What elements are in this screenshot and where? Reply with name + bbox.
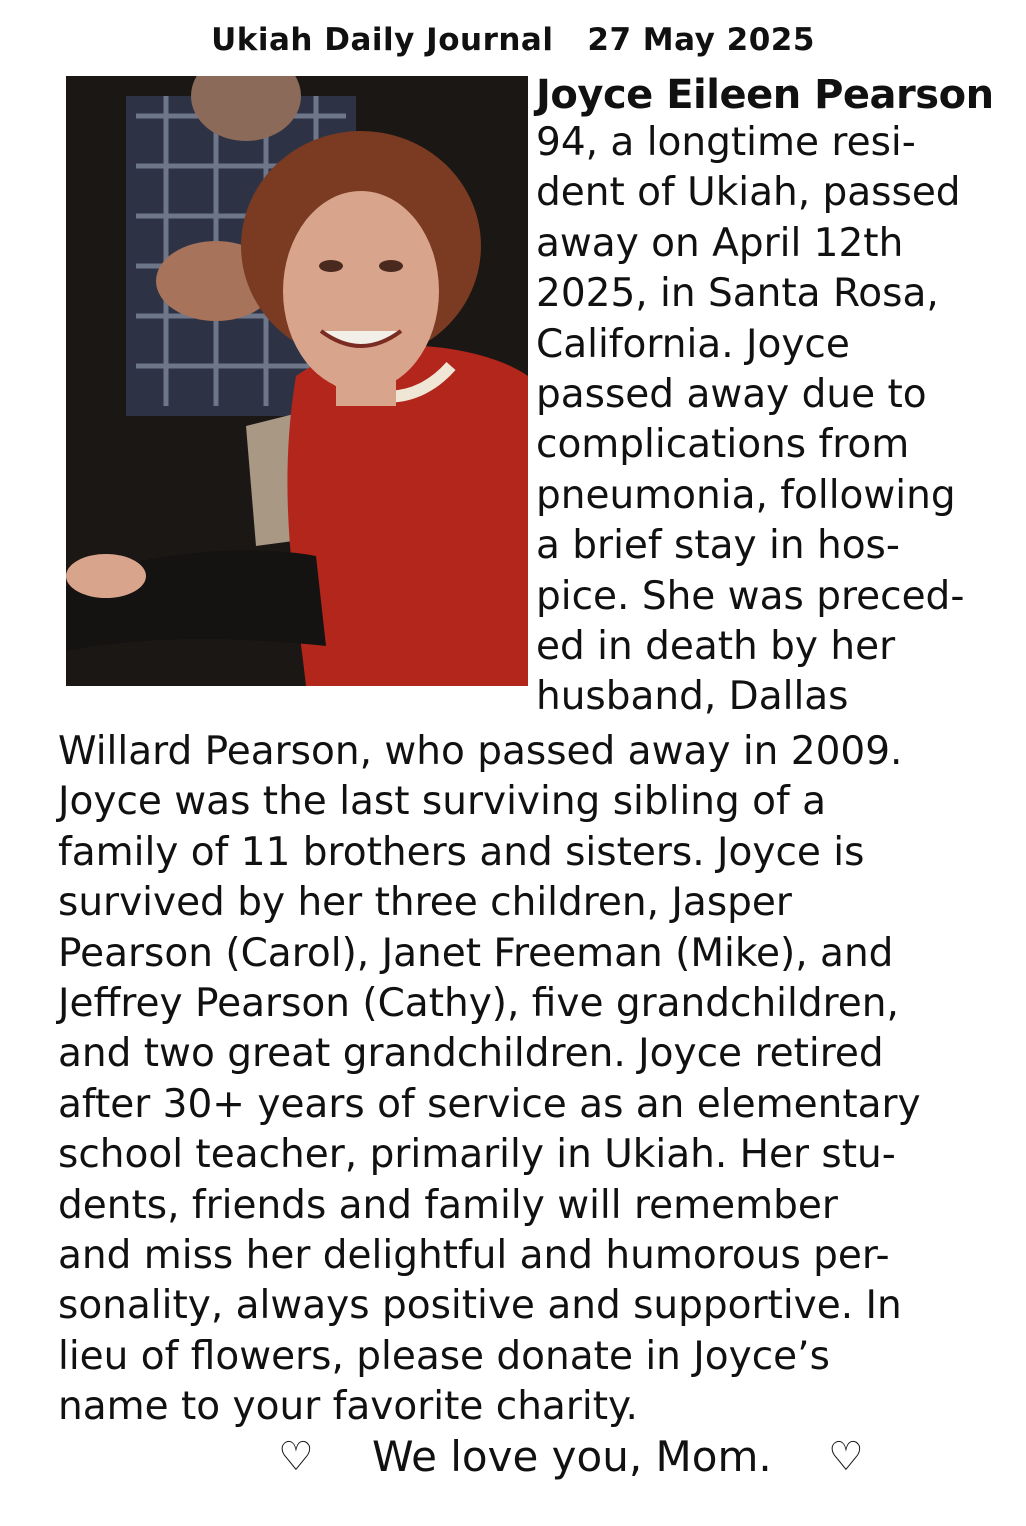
heart-icon: ♡ — [278, 1434, 314, 1480]
text-line: Pearson (Carol), Janet Freeman (Mike), and — [58, 930, 894, 976]
text-line: 94, a longtime resi- — [536, 120, 916, 165]
publication-date: 27 May 2025 — [587, 22, 815, 58]
text-line: Jeffrey Pearson (Cathy), five grandchildren, — [58, 981, 899, 1027]
text-line: 2025, in Santa Rosa, — [536, 271, 939, 317]
text-line: pice. She was preced- — [536, 573, 965, 619]
text-line: complications from — [536, 422, 910, 468]
deceased-name: Joyce Eileen Pearson — [536, 72, 994, 118]
text-line: name to your favorite charity. — [58, 1384, 638, 1430]
text-line: sonality, always positive and supportive. In — [58, 1283, 902, 1329]
text-line: away on April 12th — [536, 220, 904, 266]
text-line: Joyce was the last surviving sibling of a — [58, 779, 827, 825]
text-line: dent of Ukiah, passed — [536, 170, 961, 216]
obituary-side-text — [536, 118, 1016, 723]
text-line: and miss her delightful and humorous per- — [58, 1233, 890, 1279]
text-line: husband, Dallas — [536, 674, 849, 720]
closing-message: We love you, Mom. — [372, 1432, 772, 1481]
portrait-illustration — [66, 76, 528, 686]
portrait-photo — [66, 76, 528, 686]
text-line: school teacher, primarily in Ukiah. Her stu- — [58, 1132, 896, 1178]
text-line: and two great grandchildren. Joyce retired — [58, 1031, 884, 1077]
text-line: a brief stay in hos- — [536, 523, 900, 569]
obituary-full-text — [58, 727, 1018, 1433]
heart-icon: ♡ — [828, 1434, 864, 1480]
text-line: pneumonia, following — [536, 472, 956, 518]
text-line: Willard Pearson, who passed away in 2009. — [58, 729, 903, 774]
masthead — [0, 22, 1026, 58]
text-line: lieu of flowers, please donate in Joyce’s — [58, 1333, 830, 1379]
text-line: passed away due to — [536, 372, 927, 418]
text-line: survived by her three children, Jasper — [58, 880, 792, 926]
text-line: California. Joyce — [536, 321, 850, 367]
publication-name: Ukiah Daily Journal — [211, 22, 554, 58]
text-line: ed in death by her — [536, 624, 896, 670]
text-line: family of 11 brothers and sisters. Joyce is — [58, 829, 865, 875]
text-line: after 30+ years of service as an elementary — [58, 1081, 921, 1127]
text-line: dents, friends and family will remember — [58, 1182, 838, 1228]
obituary-top-column — [536, 72, 1016, 723]
